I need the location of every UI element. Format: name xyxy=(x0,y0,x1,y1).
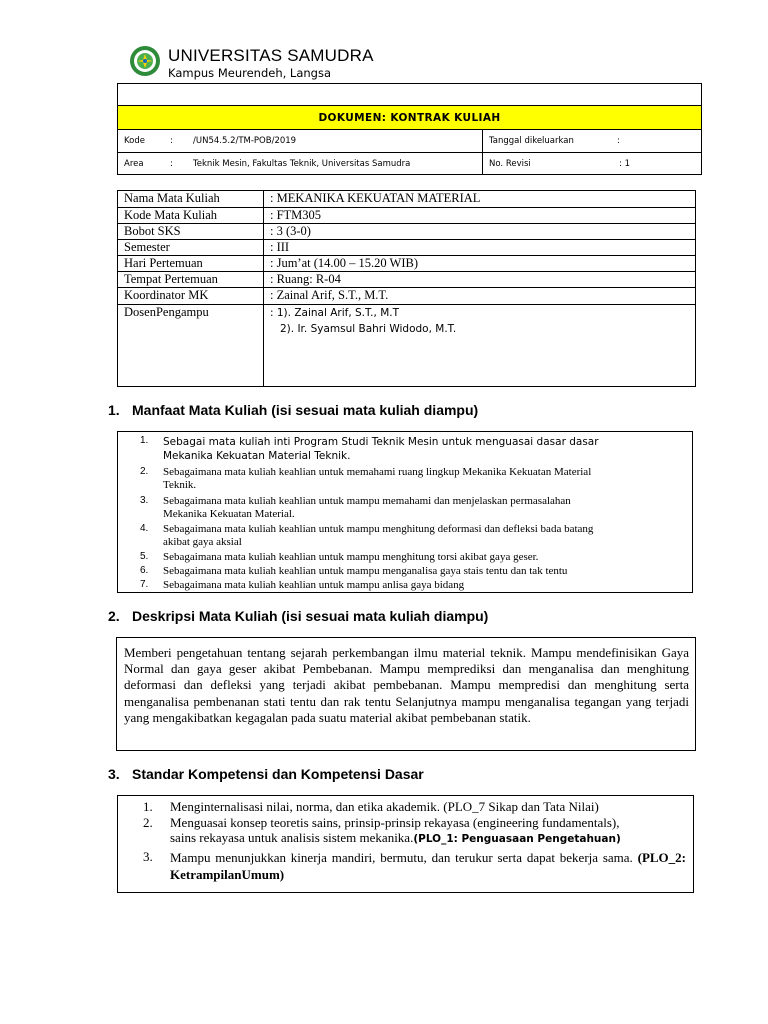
list-item-number: 5. xyxy=(140,551,149,562)
revisi-label: No. Revisi xyxy=(489,159,531,169)
section-title: Manfaat Mata Kuliah (isi sesuai mata kuliah diampu) xyxy=(132,402,479,418)
dosen-line-2: 2). Ir. Syamsul Bahri Widodo, M.T. xyxy=(280,323,457,335)
list-item-text xyxy=(163,495,683,521)
list-item-number: 1. xyxy=(143,799,153,814)
course-info-value: : FTM305 xyxy=(270,208,322,222)
list-item-line: Teknik. xyxy=(163,479,197,491)
course-info-value: : 3 (3-0) xyxy=(270,224,311,238)
list-item-line: Sebagaimana mata kuliah keahlian untuk mampu memahami dan menjelaskan permasalahan xyxy=(163,495,571,507)
list-item-line: Sebagaimana mata kuliah keahlian untuk memahami ruang lingkup Mekanika Kekuatan Material xyxy=(163,466,592,478)
section-title: Standar Kompetensi dan Kompetensi Dasar xyxy=(132,766,424,782)
list-item-text xyxy=(170,849,686,883)
document-header-blank-row xyxy=(118,84,701,106)
list-item-number: 4. xyxy=(140,523,149,534)
list-item-line: Menginternalisasi nilai, norma, dan etika akademik. (PLO_7 Sikap dan Tata Nilai) xyxy=(170,799,599,814)
list-item-line: Mekanika Kekuatan Material. xyxy=(163,508,295,520)
list-item-text xyxy=(170,815,686,847)
section-number: 2. xyxy=(108,608,120,624)
area-label: Area xyxy=(124,159,144,169)
course-info-value: : MEKANIKA KEKUATAN MATERIAL xyxy=(270,191,481,205)
list-item-number: 7. xyxy=(140,579,149,590)
kompetensi-box xyxy=(117,795,694,893)
list-item-number: 2. xyxy=(140,466,149,477)
course-info-row xyxy=(118,288,695,305)
list-item-line: Menguasai konsep teoretis sains, prinsip-prinsip rekayasa (engineering fundamentals), xyxy=(170,815,620,830)
list-item-text: Sebagaimana mata kuliah keahlian untuk mampu menghitung torsi akibat gaya geser. xyxy=(163,551,539,563)
course-info-label: Nama Mata Kuliah xyxy=(124,191,220,205)
list-item-text xyxy=(163,435,683,463)
section-title: Deskripsi Mata Kuliah (isi sesuai mata kuliah diampu) xyxy=(132,608,489,624)
document-header-table xyxy=(117,83,702,175)
plo-tag: (PLO_1: Penguasaan Pengetahuan) xyxy=(413,833,621,845)
area-separator: : xyxy=(170,159,173,169)
list-item-number: 3. xyxy=(140,495,149,506)
kode-value: /UN54.5.2/TM-POB/2019 xyxy=(193,136,297,146)
section-heading-kompetensi xyxy=(108,766,424,782)
deskripsi-box xyxy=(116,637,696,751)
university-logo xyxy=(129,45,161,77)
campus-name: Kampus Meurendeh, Langsa xyxy=(168,66,332,80)
course-info-row xyxy=(118,191,695,208)
university-name: UNIVERSITAS SAMUDRA xyxy=(168,46,374,65)
document-row-kode xyxy=(118,130,701,153)
list-item-line: sains rekayasa untuk analisis sistem mekanika. xyxy=(170,830,414,845)
tanggal-label: Tanggal dikeluarkan xyxy=(489,136,574,146)
list-item-number: 6. xyxy=(140,565,149,576)
course-info-label: Bobot SKS xyxy=(124,224,181,238)
tanggal-separator: : xyxy=(617,136,620,146)
manfaat-box xyxy=(117,431,693,593)
deskripsi-text: Memberi pengetahuan tentang sejarah perkembangan ilmu material teknik. Mampu mendefinisikan Gaya Normal dan gaya geser akibat Pembebanan. Mampu memprediksi dan menganalisa dan menghitung deformasi dan defleksi yang terjadi akibat pembebanan. Mampu mempredisi dan menghitung serta menganalisa pembenanan stati tentu dan rak tentu Selanjutnya mampu menganalisa tegangan yang terjadi yang mengakibatkan kegagalan pada suatu material akibat pembebanan statik. xyxy=(124,645,689,725)
course-info-label: Semester xyxy=(124,240,170,254)
document-title: DOKUMEN: KONTRAK KULIAH xyxy=(118,106,701,130)
list-item-text: Sebagaimana mata kuliah keahlian untuk mampu anlisa gaya bidang xyxy=(163,579,465,591)
list-item-number: 1. xyxy=(140,435,149,446)
course-info-row xyxy=(118,224,695,240)
list-item-text: Sebagaimana mata kuliah keahlian untuk mampu menganalisa gaya stais tentu dan tak tentu xyxy=(163,565,568,577)
course-info-divider xyxy=(263,191,264,386)
course-info-value: : Jum’at (14.00 – 15.20 WIB) xyxy=(270,256,419,270)
list-item-number: 2. xyxy=(143,815,153,830)
course-info-value: : Zainal Arif, S.T., M.T. xyxy=(270,288,389,302)
section-heading-deskripsi xyxy=(108,608,488,624)
course-info-label: Koordinator MK xyxy=(124,288,209,302)
course-info-row-dosen xyxy=(118,305,695,386)
section-number: 3. xyxy=(108,766,120,782)
section-heading-manfaat xyxy=(108,402,478,418)
revisi-value: : 1 xyxy=(619,159,630,169)
course-info-row xyxy=(118,208,695,224)
list-item-line: Sebagaimana mata kuliah keahlian untuk mampu menghitung deformasi dan defleksi bada batang xyxy=(163,523,594,535)
course-info-label: Tempat Pertemuan xyxy=(124,272,218,286)
course-info-row xyxy=(118,256,695,272)
list-item-text xyxy=(163,523,683,549)
plo-tag: (PLO_2: KetrampilanUmum) xyxy=(170,850,686,882)
course-info-label: Kode Mata Kuliah xyxy=(124,208,218,222)
list-item-text xyxy=(170,799,686,814)
dosen-line-1: : 1). Zainal Arif, S.T., M.T xyxy=(270,307,399,319)
dosen-label: DosenPengampu xyxy=(124,305,209,319)
list-item-line: Mekanika Kekuatan Material Teknik. xyxy=(163,450,351,462)
document-row-area xyxy=(118,153,701,176)
list-item-line: Sebagai mata kuliah inti Program Studi Teknik Mesin untuk menguasai dasar dasar xyxy=(163,436,599,448)
kode-label: Kode xyxy=(124,136,145,146)
kode-separator: : xyxy=(170,136,173,146)
list-item-number: 3. xyxy=(143,849,153,864)
course-info-row xyxy=(118,272,695,288)
section-number: 1. xyxy=(108,402,120,418)
list-item-line: akibat gaya aksial xyxy=(163,536,242,548)
document-table-divider xyxy=(482,130,483,175)
course-info-value: : Ruang: R-04 xyxy=(270,272,341,286)
area-value: Teknik Mesin, Fakultas Teknik, Universitas Samudra xyxy=(193,159,411,169)
list-item-text xyxy=(163,466,683,492)
course-info-table xyxy=(117,190,696,387)
course-info-value: : III xyxy=(270,240,290,254)
course-info-row xyxy=(118,240,695,256)
list-item-line: Mampu menunjukkan kinerja mandiri, bermutu, dan terukur serta dapat bekerja sama. xyxy=(170,850,638,865)
course-info-label: Hari Pertemuan xyxy=(124,256,203,270)
